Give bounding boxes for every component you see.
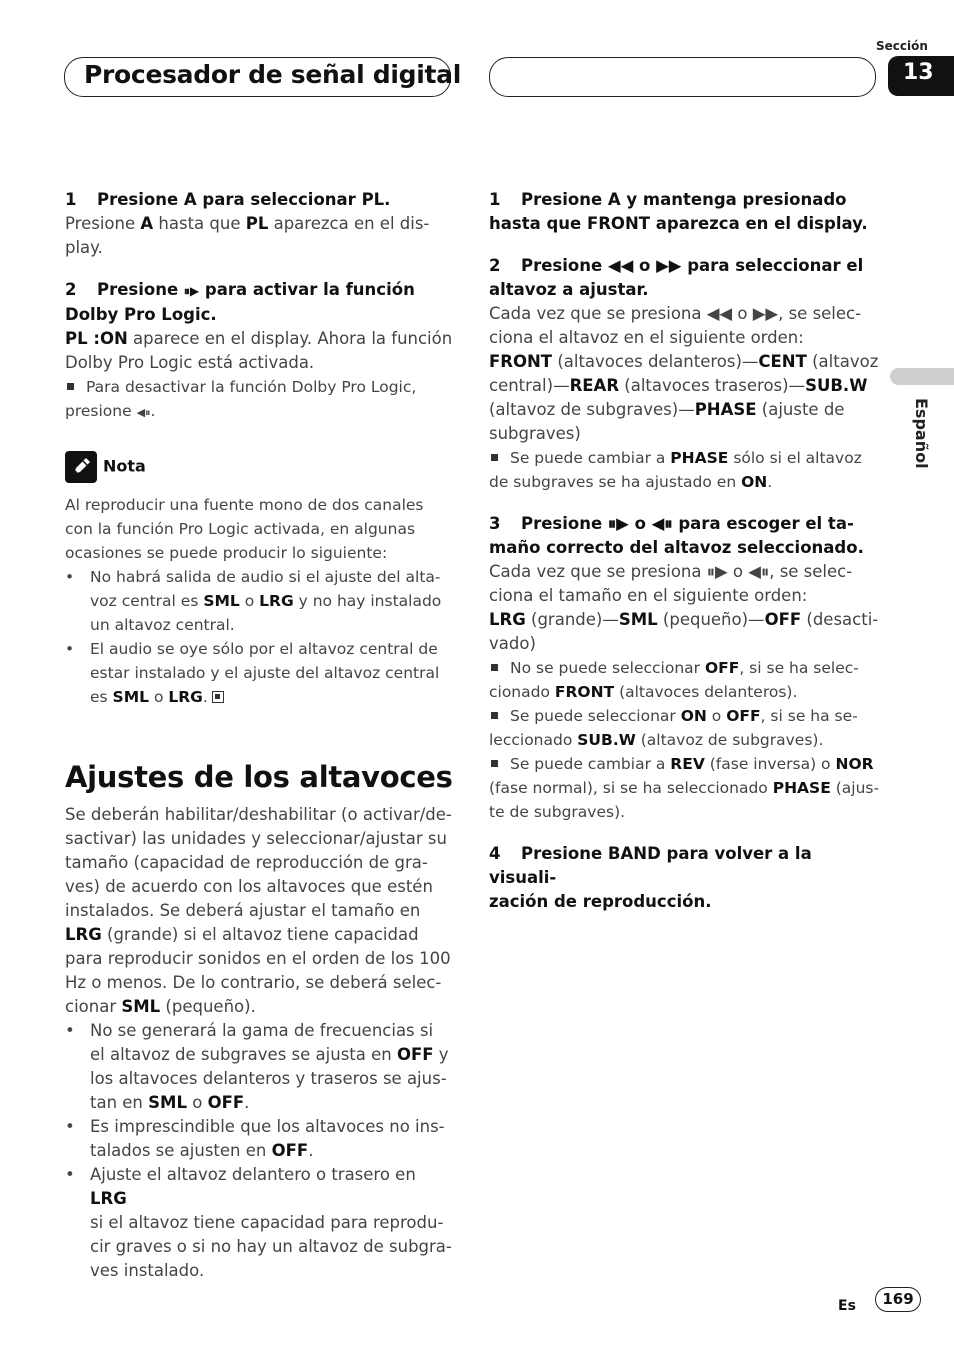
page-number: 169: [875, 1287, 921, 1312]
step-1-body: Presione A hasta que PL aparezca en el dis- play.: [65, 214, 430, 257]
step-1-title: 1 Presione A para seleccionar PL.: [65, 190, 391, 209]
square-bullet-icon: [67, 383, 74, 390]
footer-language-code: Es: [838, 1298, 856, 1314]
pause-back-icon: ◀⏸: [136, 406, 151, 419]
square-bullet-icon: [491, 712, 498, 719]
r-step-3-body: Cada vez que se presiona ⏸▶ o ◀⏸, se selec- ciona el tamaño en el siguiente orden:: [489, 562, 853, 605]
pencil-icon: [65, 451, 97, 483]
language-tab: [890, 368, 954, 385]
bullet-3: • Ajuste el altavoz delantero o trasero en LRG si el altavoz tiene capacidad para reprodu- cir graves o si no hay un altavoz de subgra- ves instalado.: [65, 1165, 452, 1280]
r-step-2-body: Cada vez que se presiona ◀◀ o ▶▶, se selec- ciona el altavoz en el siguiente orden:: [489, 304, 862, 347]
square-bullet-icon: [491, 760, 498, 767]
nota-bullet-2: • El audio se oye sólo por el altavoz central de estar instalado y el ajuste del altavoz central es SML o LRG.: [65, 640, 440, 706]
r-step-3-title: 3 Presione ⏸▶ o ◀⏸ para escoger el ta- maño correcto del altavoz seleccionado.: [489, 514, 864, 557]
section-number-badge: 13: [888, 56, 954, 96]
r-step-2-note: Se puede cambiar a PHASE sólo si el altavoz de subgraves se ha ajustado en ON.: [489, 449, 862, 491]
section-heading: Ajustes de los altavoces: [65, 760, 453, 794]
square-bullet-icon: [491, 664, 498, 671]
section-intro: Se deberán habilitar/deshabilitar (o activar/de- sactivar) las unidades y seleccionar/ajustar su tamaño (capacidad de reproducción de gra- ves) de acuerdo con los altavoces que estén instalados. Se deberá ajustar el tamaño en LRG (grande) si el altavoz tiene capacidad para reproducir sonidos en el orden de los 100 Hz o menos. De lo contrario, se deberá selec- cionar SML (pequeño).: [65, 805, 452, 1016]
r-step-2-title: 2 Presione ◀◀ o ▶▶ para seleccionar el altavoz a ajustar.: [489, 256, 864, 299]
page-title: Procesador de señal digital: [84, 60, 462, 89]
end-mark-icon: [212, 691, 224, 703]
section-label: Sección: [876, 39, 928, 53]
bullet-1: • No se generará la gama de frecuencias si el altavoz de subgraves se ajusta en OFF y los altavoces delanteros y traseros se ajus- tan en SML o OFF.: [65, 1021, 449, 1112]
nota-header: Nota: [65, 451, 455, 483]
nota-intro: Al reproducir una fuente mono de dos canales con la función Pro Logic activada, en algunas ocasiones se puede producir lo siguiente:: [65, 496, 424, 562]
r-step-3-order: LRG (grande)—SML (pequeño)—OFF (desacti- vado): [489, 610, 879, 653]
nota-bullet-1: • No habrá salida de audio si el ajuste del alta- voz central es SML o LRG y no hay instalado un altavoz central.: [65, 568, 442, 634]
right-column: [489, 188, 884, 914]
language-label: Español: [912, 398, 931, 469]
r-step-4-title: 4 Presione BAND para volver a la visuali- zación de reproducción.: [489, 844, 812, 911]
step-2-title: 2 Presione ⏸▶ para activar la función Dolby Pro Logic.: [65, 280, 415, 324]
r-step-1-title: 1 Presione A y mantenga presionado hasta que FRONT aparezca en el display.: [489, 190, 868, 233]
r-step-3-note-3: Se puede cambiar a REV (fase inversa) o NOR (fase normal), si se ha seleccionado PHASE (ajus- te de subgraves).: [489, 755, 880, 821]
left-column: [65, 188, 455, 1283]
r-step-2-order: FRONT (altavoces delanteros)—CENT (altavoz central)—REAR (altavoces traseros)—SUB.W (altavoz de subgraves)—PHASE (ajuste de subgraves): [489, 352, 879, 443]
step-2-body: PL :ON aparece en el display. Ahora la función Dolby Pro Logic está activada.: [65, 329, 453, 372]
header-blank-frame: [489, 57, 876, 97]
r-step-3-note-2: Se puede seleccionar ON o OFF, si se ha se- leccionado SUB.W (altavoz de subgraves).: [489, 707, 858, 749]
r-step-3-note-1: No se puede seleccionar OFF, si se ha selec- cionado FRONT (altavoces delanteros).: [489, 659, 859, 701]
play-pause-icon: ⏸▶: [183, 284, 200, 298]
bullet-2: • Es imprescindible que los altavoces no ins- talados se ajusten en OFF.: [65, 1117, 445, 1160]
square-bullet-icon: [491, 454, 498, 461]
step-2-note: Para desactivar la función Dolby Pro Logic, presione ◀⏸.: [65, 378, 417, 420]
